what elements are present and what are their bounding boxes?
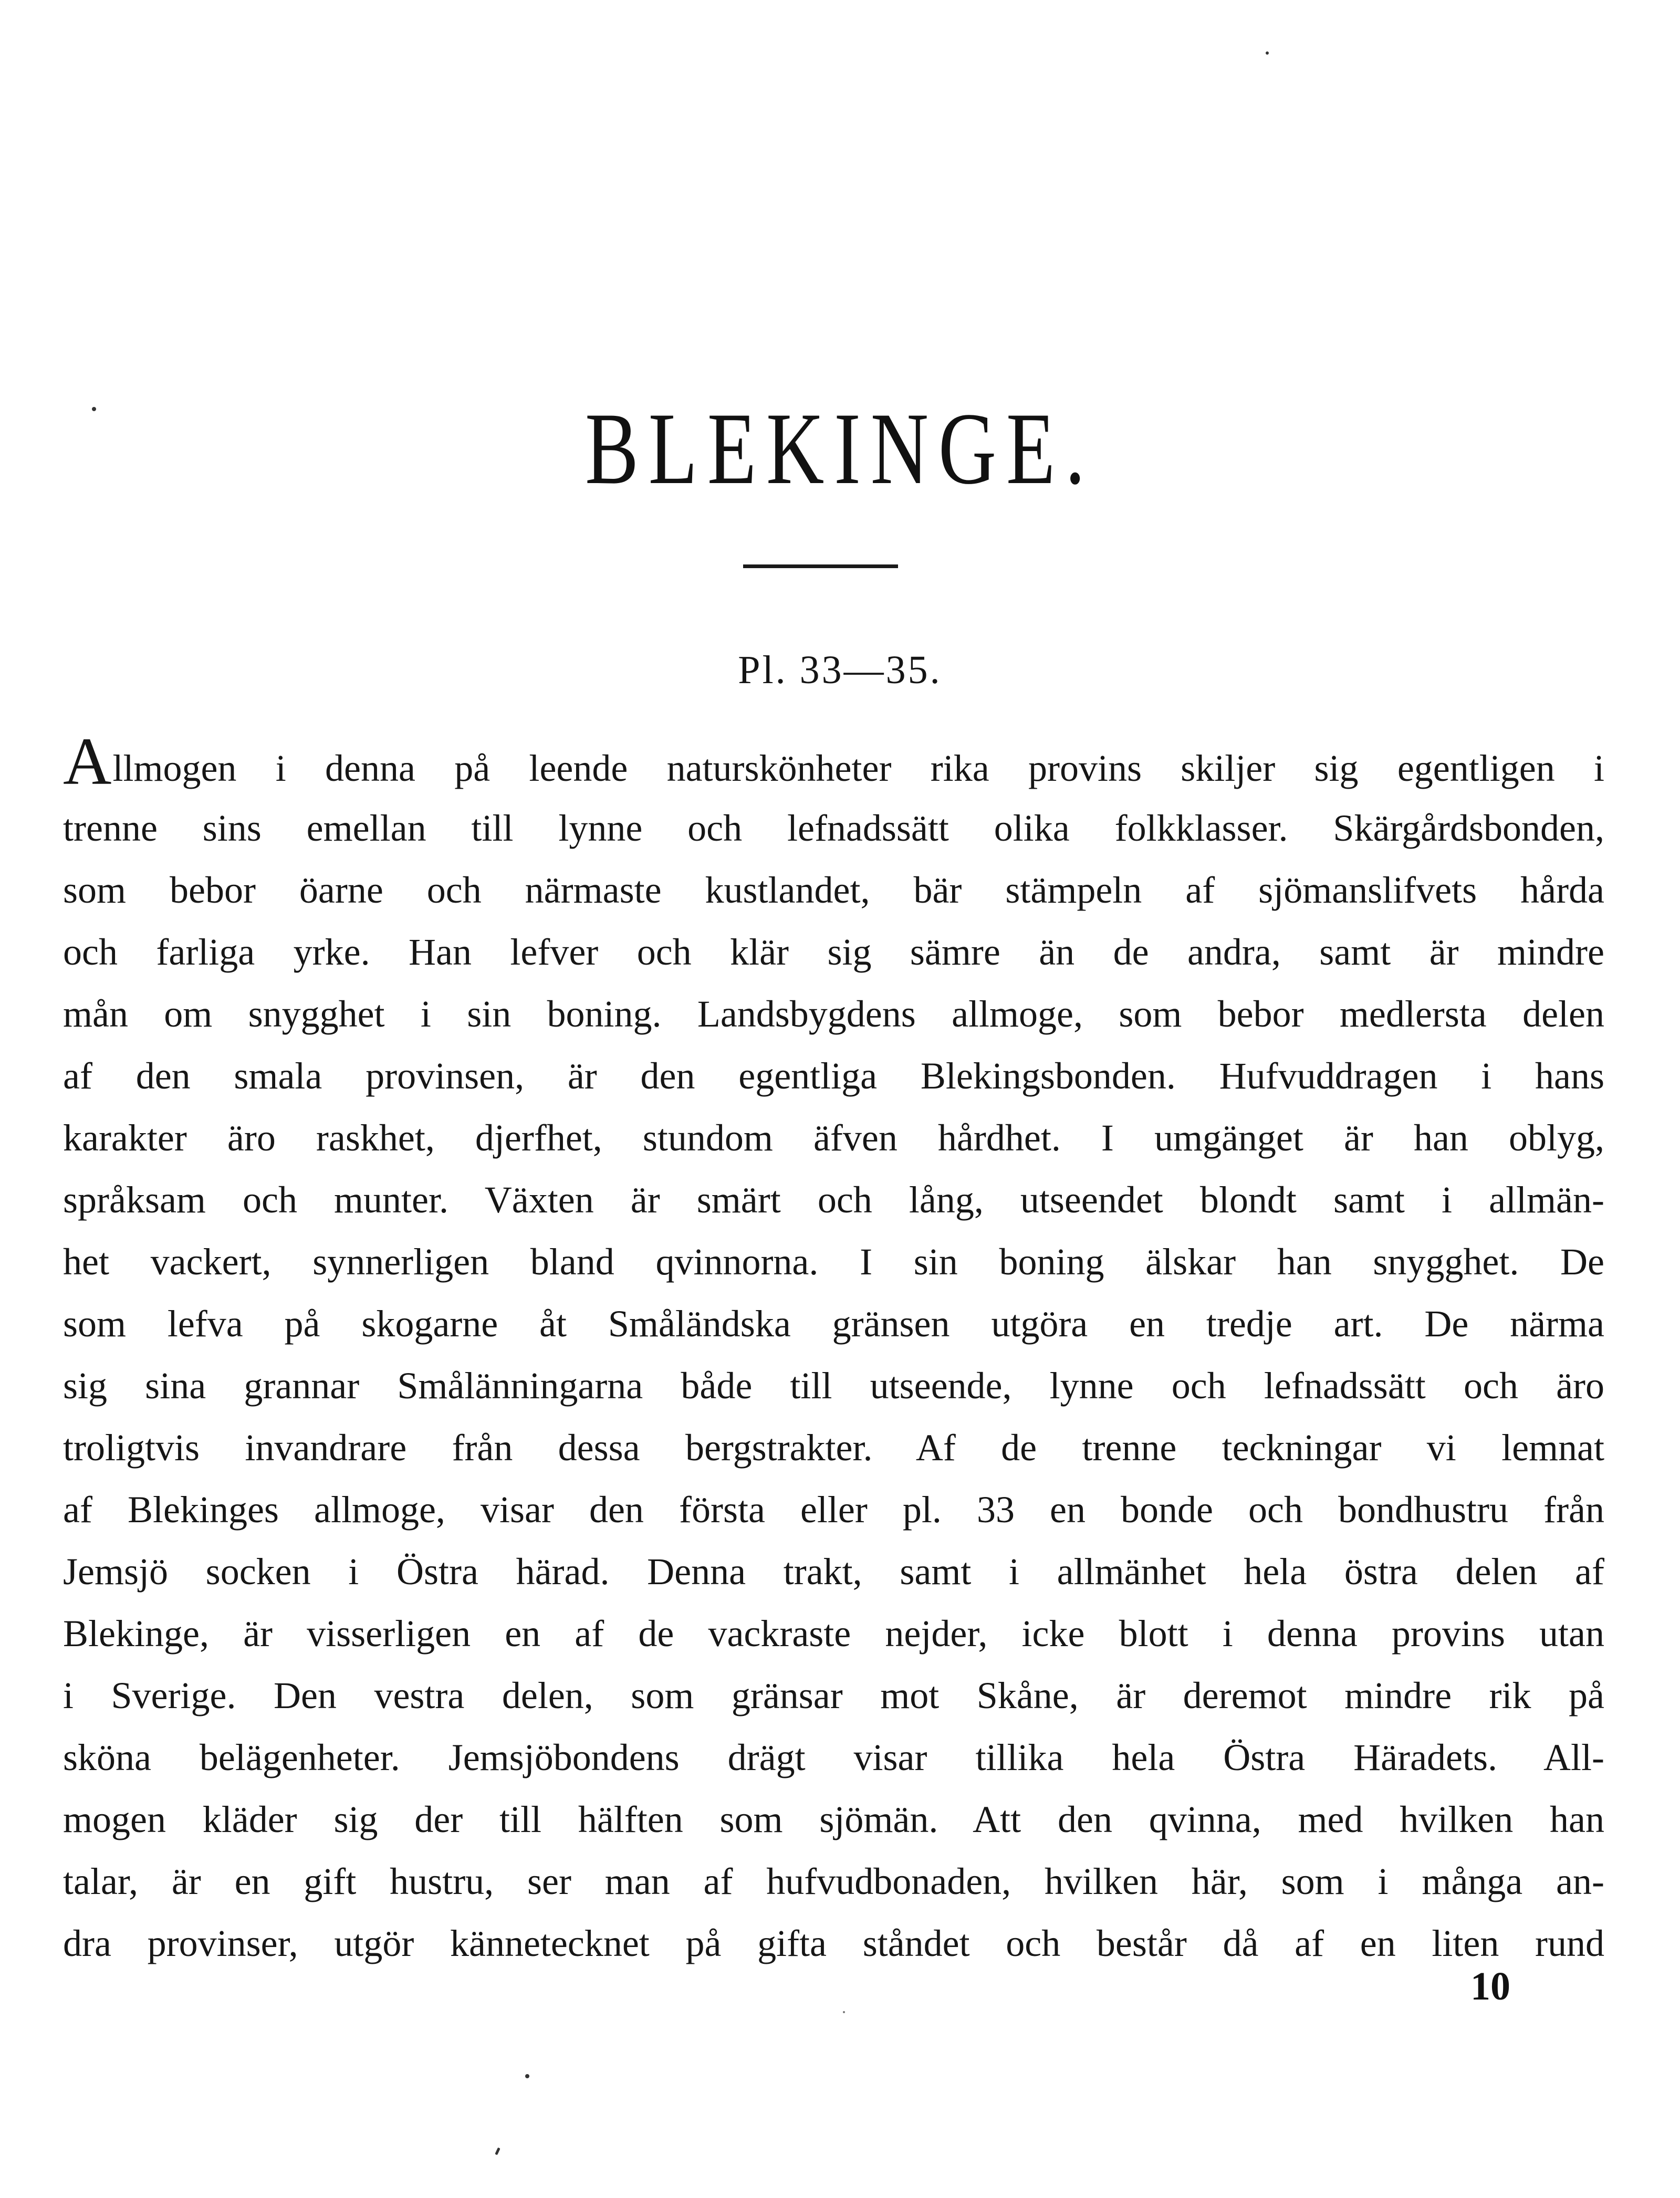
text-line: dra provinser, utgör kännetecknet på gifta ståndet och består då af en liten rund — [63, 1922, 1604, 1964]
text-line: som lefva på skogarne åt Småländska gränsen utgöra en tredje art. De närma — [63, 1303, 1604, 1345]
text-line: karakter äro raskhet, djerfhet, stundom äfven hårdhet. I umgänget är han oblyg, — [63, 1117, 1604, 1159]
text-line: talar, är en gift hustru, ser man af hufvudbonaden, hvilken här, som i många an- — [63, 1860, 1604, 1902]
text-line: Blekinge, är visserligen en af de vackraste nejder, icke blott i denna provins utan — [63, 1613, 1604, 1655]
text-line: i Sverige. Den vestra delen, som gränsar mot Skåne, är deremot mindre rik på — [63, 1674, 1604, 1716]
drop-cap: A — [63, 735, 112, 797]
text-line: mån om snygghet i sin boning. Landsbygdens allmoge, som bebor medlersta delen — [63, 993, 1604, 1035]
text-line: mogen kläder sig der till hälften som sjömän. Att den qvinna, med hvilken han — [63, 1798, 1604, 1840]
text-line: troligtvis invandrare från dessa bergstrakter. Af de trenne teckningar vi lemnat — [63, 1427, 1604, 1469]
page-title: BLEKINGE. — [585, 392, 1095, 506]
text-line: trenne sins emellan till lynne och lefnadssätt olika folkklasser. Skärgårdsbonden, — [63, 807, 1604, 849]
text-line: af Blekinges allmoge, visar den första eller pl. 33 en bonde och bondhustru från — [63, 1489, 1604, 1531]
text-line: Jemsjö socken i Östra härad. Denna trakt, samt i allmänhet hela östra delen af — [63, 1551, 1604, 1593]
text-line: af den smala provinsen, är den egentliga Blekingsbonden. Hufvuddragen i hans — [63, 1055, 1604, 1097]
text-line — [63, 735, 1604, 797]
text-line: språksam och munter. Växten är smärt och lång, utseendet blondt samt i allmän- — [63, 1179, 1604, 1221]
text-line: sköna belägenheter. Jemsjöbondens drägt visar tillika hela Östra Häradets. All- — [63, 1736, 1604, 1778]
plate-reference: Pl. 33—35. — [738, 648, 942, 692]
page-number: 10 — [1470, 1964, 1510, 2008]
paper-speck — [495, 2148, 500, 2155]
text-line: som bebor öarne och närmaste kustlandet, bär stämpeln af sjömanslifvets hårda — [63, 869, 1604, 911]
text-line: sig sina grannar Smålänningarna både till utseende, lynne och lefnadssätt och äro — [63, 1365, 1604, 1407]
text-line: och farliga yrke. Han lefver och klär sig sämre än de andra, samt är mindre — [63, 931, 1604, 973]
first-line-text: llmogen i denna på leende naturskönheter rika provins skiljer sig egentligen i — [112, 747, 1604, 789]
paper-speck — [525, 2074, 529, 2078]
body-paragraph — [63, 735, 1604, 1974]
paper-speck — [92, 407, 96, 411]
text-line: het vackert, synnerligen bland qvinnorna. I sin boning älskar han snygghet. De — [63, 1241, 1604, 1283]
paper-speck — [843, 2011, 845, 2013]
paper-speck — [1266, 51, 1269, 55]
title-rule — [743, 564, 898, 568]
